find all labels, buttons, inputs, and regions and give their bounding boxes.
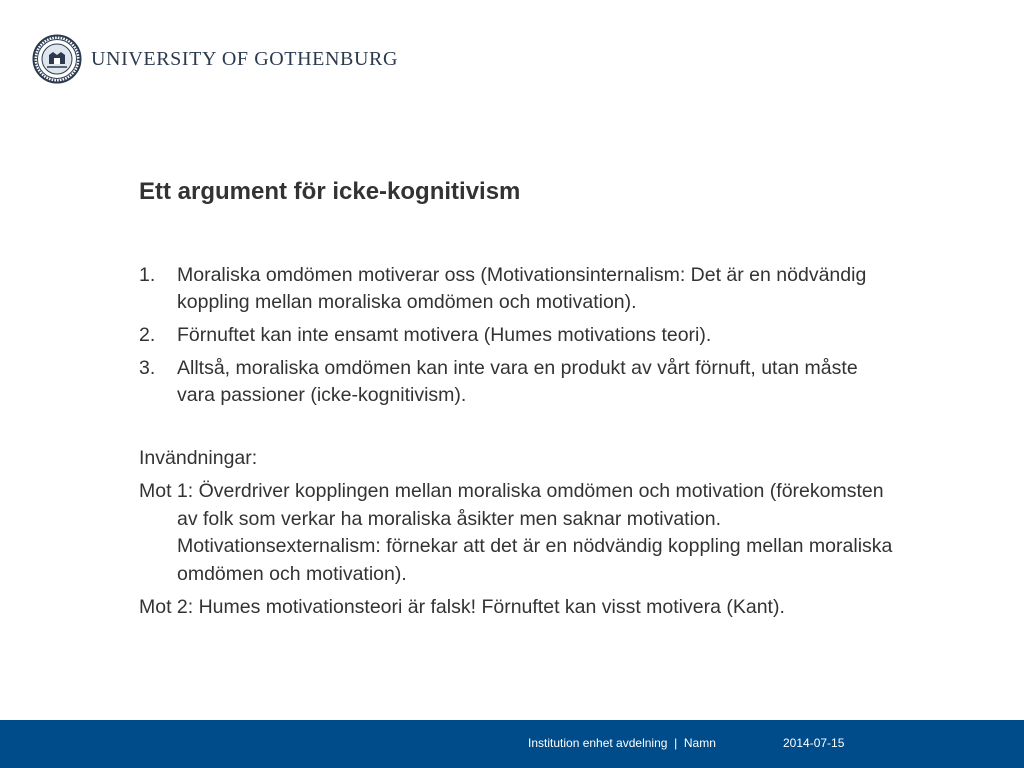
list-item	[139, 262, 899, 316]
objection-item: Mot 1: Överdriver kopplingen mellan moraliska omdömen och motivation (förekomsten av folk som verkar ha moraliska åsikter men saknar motivation. Motivationsexternalism: förnekar att det är en nödvändig koppling mellan moraliska omdömen och motivation).	[139, 480, 893, 585]
university-logo	[32, 34, 398, 84]
list-text: Förnuftet kan inte ensamt motivera (Humes motivations teori).	[177, 324, 712, 346]
list-item	[139, 355, 899, 409]
list-text: Alltså, moraliska omdömen kan inte vara en produkt av vårt förnuft, utan måste vara passioner (icke-kognitivism).	[177, 357, 858, 406]
objections-heading: Invändningar:	[139, 447, 258, 469]
footer-bar	[0, 720, 1024, 768]
list-text: Moraliska omdömen motiverar oss (Motivationsinternalism: Det är en nödvändig koppling mellan moraliska omdömen och motivation).	[177, 264, 867, 313]
list-number: 1.	[139, 264, 156, 286]
university-seal-icon	[32, 34, 82, 84]
list-item	[139, 322, 899, 349]
slide-title: Ett argument för icke-kognitivism	[139, 178, 521, 205]
slide-body	[139, 262, 899, 628]
footer-date: 2014-07-15	[783, 736, 845, 750]
list-number: 3.	[139, 357, 156, 379]
list-number: 2.	[139, 324, 156, 346]
university-name: UNIVERSITY OF GOTHENBURG	[91, 47, 398, 70]
objection-item: Mot 2: Humes motivationsteori är falsk! Förnuftet kan visst motivera (Kant).	[139, 596, 785, 618]
footer-institution: Institution enhet avdelning | Namn	[528, 736, 716, 750]
argument-list	[139, 262, 899, 409]
